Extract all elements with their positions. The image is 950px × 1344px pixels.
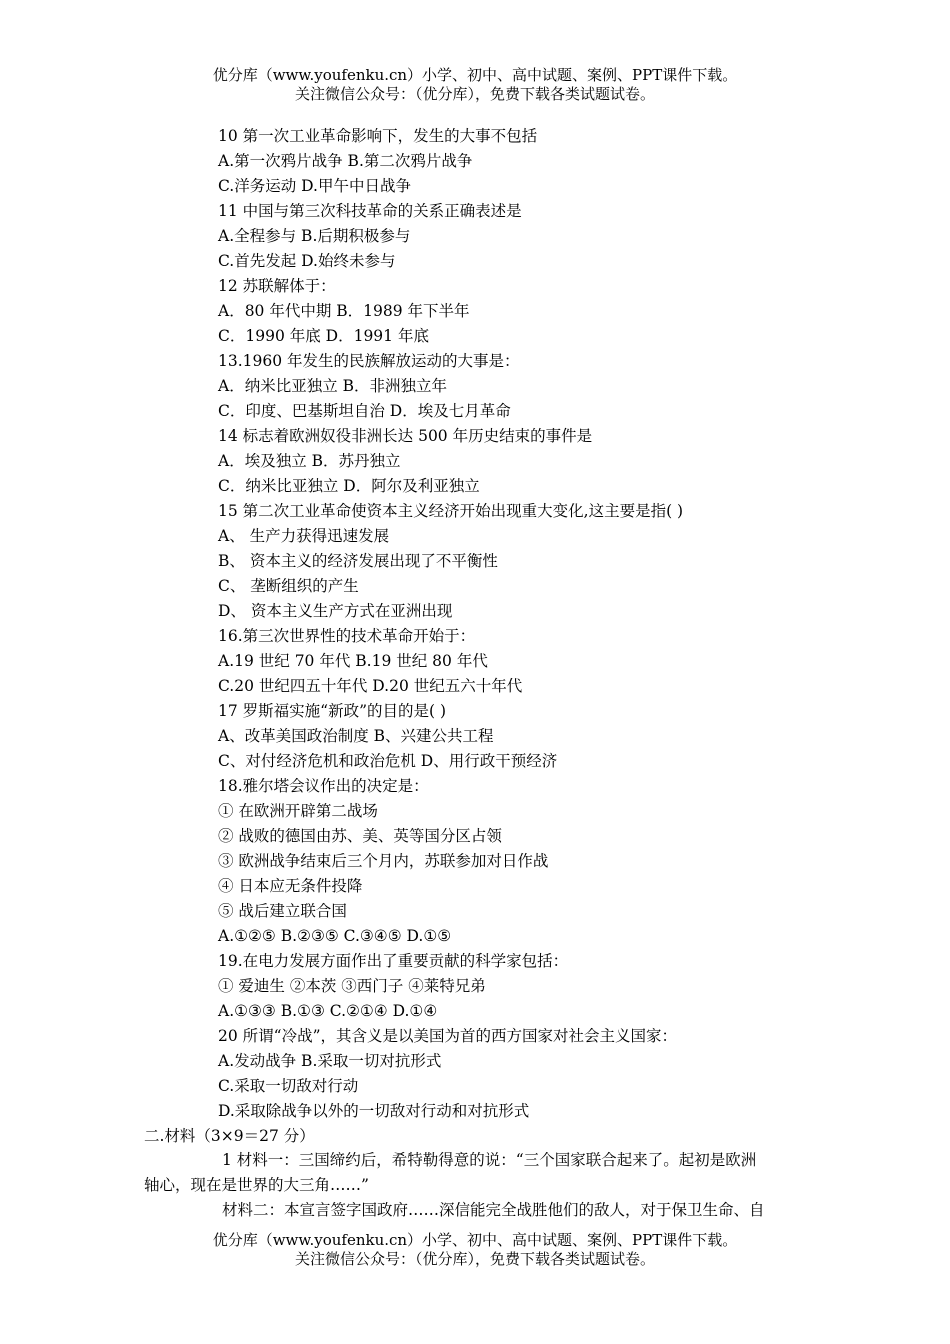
question-19: 19.在电力发展方面作出了重要贡献的科学家包括： xyxy=(218,952,569,970)
question-18-item-5: ⑤ 战后建立联合国 xyxy=(218,902,347,920)
question-18-item-2: ② 战败的德国由苏、美、英等国分区占领 xyxy=(218,827,502,845)
page-footer xyxy=(0,1231,950,1269)
question-16-options-cd: C.20 世纪四五十年代 D.20 世纪五六十年代 xyxy=(218,677,523,695)
page-header xyxy=(0,66,950,104)
material-2 xyxy=(144,1198,806,1223)
question-14-options-cd: C．纳米比亚独立 D．阿尔及利亚独立 xyxy=(218,477,480,495)
header-line-2: 关注微信公众号：（优分库），免费下载各类试题试卷。 xyxy=(294,85,655,103)
section-2-title: 二.材料（3×9＝27 分） xyxy=(144,1127,315,1145)
material-1-line-2: 轴心，现在是世界的大三角……” xyxy=(144,1176,369,1194)
question-14-options-ab: A．埃及独立 B．苏丹独立 xyxy=(218,452,401,470)
question-18: 18.雅尔塔会议作出的决定是： xyxy=(218,777,429,795)
material-1-line-1: 1 材料一：三国缔约后，希特勒得意的说：“三个国家联合起来了。起初是欧洲 xyxy=(222,1151,757,1169)
question-15: 15 第二次工业革命使资本主义经济开始出现重大变化,这主要是指( ) xyxy=(218,502,684,520)
question-20-option-d: D.采取除战争以外的一切敌对行动和对抗形式 xyxy=(218,1102,530,1120)
question-14: 14 标志着欧洲奴役非洲长达 500 年历史结束的事件是 xyxy=(218,427,593,445)
question-12-options-ab: A．80 年代中期 B．1989 年下半年 xyxy=(218,302,470,320)
question-15-option-b: B、 资本主义的经济发展出现了不平衡性 xyxy=(218,552,498,570)
question-20: 20 所谓“冷战”，其含义是以美国为首的西方国家对社会主义国家： xyxy=(218,1027,678,1045)
question-11-options-ab: A.全程参与 B.后期积极参与 xyxy=(218,227,411,245)
question-19-items: ① 爱迪生 ②本茨 ③西门子 ④莱特兄弟 xyxy=(218,977,486,995)
question-11-options-cd: C.首先发起 D.始终未参与 xyxy=(218,252,396,270)
question-17: 17 罗斯福实施“新政”的目的是( ) xyxy=(218,702,447,720)
footer-line-2: 关注微信公众号：（优分库），免费下载各类试题试卷。 xyxy=(294,1250,655,1268)
question-17-options-ab: A、改革美国政治制度 B、兴建公共工程 xyxy=(218,727,494,745)
question-13: 13.1960 年发生的民族解放运动的大事是： xyxy=(218,352,520,370)
question-10-options-ab: A.第一次鸦片战争 B.第二次鸦片战争 xyxy=(218,152,473,170)
question-11: 11 中国与第三次科技革命的关系正确表述是 xyxy=(218,202,522,220)
question-10-options-cd: C.洋务运动 D.甲午中日战争 xyxy=(218,177,411,195)
header-line-1: 优分库（www.youfenku.cn）小学、初中、高中试题、案例、PPT课件下载。 xyxy=(212,66,738,84)
material-2-line-1: 材料二：本宣言签字国政府……深信能完全战胜他们的敌人，对于保卫生命、自 xyxy=(222,1201,765,1219)
question-10: 10 第一次工业革命影响下，发生的大事不包括 xyxy=(218,127,538,145)
question-15-option-a: A、 生产力获得迅速发展 xyxy=(218,527,390,545)
question-13-options-ab: A．纳米比亚独立 B．非洲独立年 xyxy=(218,377,448,395)
question-17-options-cd: C、对付经济危机和政治危机 D、用行政干预经济 xyxy=(218,752,558,770)
question-19-options: A.①③③ B.①③ C.②①④ D.①④ xyxy=(218,1002,438,1020)
question-16: 16.第三次世界性的技术革命开始于： xyxy=(218,627,476,645)
question-18-item-3: ③ 欧洲战争结束后三个月内，苏联参加对日作战 xyxy=(218,852,549,870)
question-15-option-c: C、 垄断组织的产生 xyxy=(218,577,359,595)
material-1 xyxy=(144,1148,806,1198)
question-16-options-ab: A.19 世纪 70 年代 B.19 世纪 80 年代 xyxy=(218,652,488,670)
question-12-options-cd: C．1990 年底 D．1991 年底 xyxy=(218,327,429,345)
question-18-item-4: ④ 日本应无条件投降 xyxy=(218,877,363,895)
question-18-item-1: ① 在欧洲开辟第二战场 xyxy=(218,802,378,820)
question-20-option-c: C.采取一切敌对行动 xyxy=(218,1077,359,1095)
question-18-options: A.①②⑤ B.②③⑤ C.③④⑤ D.①⑤ xyxy=(218,927,452,945)
question-15-option-d: D、 资本主义生产方式在亚洲出现 xyxy=(218,602,453,620)
question-12: 12 苏联解体于： xyxy=(218,277,336,295)
footer-line-1: 优分库（www.youfenku.cn）小学、初中、高中试题、案例、PPT课件下载。 xyxy=(212,1231,738,1249)
question-13-options-cd: C．印度、巴基斯坦自治 D．埃及七月革命 xyxy=(218,402,511,420)
question-20-options-ab: A.发动战争 B.采取一切对抗形式 xyxy=(218,1052,442,1070)
